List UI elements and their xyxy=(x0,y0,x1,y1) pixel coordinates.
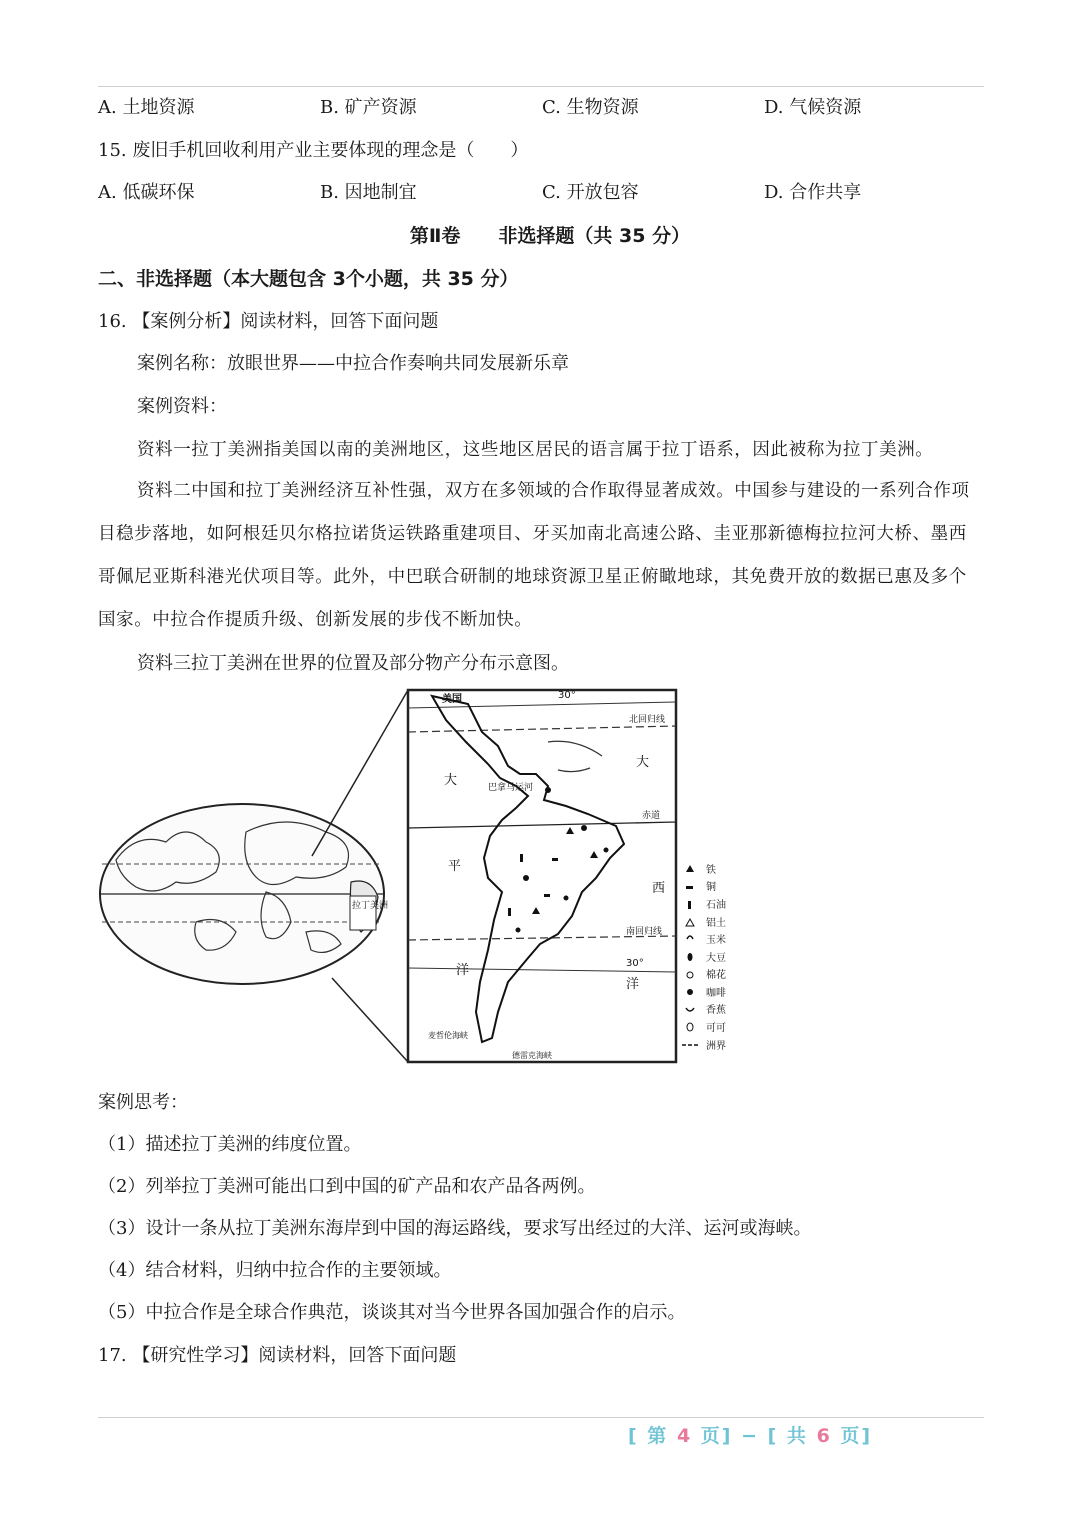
legend-item: 洲界 xyxy=(706,1041,726,1052)
part2-title: 第Ⅱ卷 非选择题（共 35 分） xyxy=(409,225,691,247)
q15-option-b: B. 因地制宜 xyxy=(320,182,417,203)
question-4: （4）结合材料，归纳中拉合作的主要领域。 xyxy=(98,1260,452,1281)
legend-item: 铝土 xyxy=(706,918,726,929)
q14-option-b: B. 矿产资源 xyxy=(320,97,417,118)
top-rule xyxy=(98,86,984,87)
q15-option-d: D. 合作共享 xyxy=(764,182,862,203)
material-2: 资料二中国和拉丁美洲经济互补性强，双方在多领域的合作取得显著成效。中国参与建设的一系列合作项目稳步落地，如阿根廷贝尔格拉诺货运铁路重建项目、牙买加南北高速公路、圭亚那新德梅拉拉河大桥、墨西哥佩尼亚斯科港光伏项目等。此外，中巴联合研制的地球资源卫星正俯瞰地球，其免费开放的数据已惠及多个国家。中拉合作提质升级、创新发展的步伐不断加快。 xyxy=(98,481,970,630)
label-usa: 美国 xyxy=(442,694,462,705)
label-drake: 德雷克海峡 xyxy=(512,1051,552,1060)
legend-item: 玉米 xyxy=(706,935,726,946)
legend-item: 可可 xyxy=(706,1023,726,1034)
material-3: 资料三拉丁美洲在世界的位置及部分物产分布示意图。 xyxy=(137,653,569,674)
case-name: 案例名称：放眼世界——中拉合作奏响共同发展新乐章 xyxy=(137,353,569,374)
label-lat30s: 30° xyxy=(626,958,644,969)
legend-item: 咖啡 xyxy=(706,988,726,999)
label-equator: 赤道 xyxy=(642,811,661,821)
label-yang-right: 洋 xyxy=(626,977,640,992)
q14-option-c: C. 生物资源 xyxy=(542,97,639,118)
question-1: （1）描述拉丁美洲的纬度位置。 xyxy=(98,1134,362,1155)
case-thinking-title: 案例思考： xyxy=(98,1092,188,1113)
total-pages: 6 xyxy=(816,1425,832,1447)
legend-item: 铁 xyxy=(706,865,716,876)
label-ping: 平 xyxy=(448,859,462,874)
latin-america-map-figure xyxy=(96,682,736,1068)
world-map xyxy=(100,804,388,984)
q15-option-a: A. 低碳环保 xyxy=(98,182,195,203)
question-5: （5）中拉合作是全球合作典范，谈谈其对当今世界各国加强合作的启示。 xyxy=(98,1302,686,1323)
legend-item: 大豆 xyxy=(706,953,726,964)
label-da-right: 大 xyxy=(636,755,650,770)
q15-option-c: C. 开放包容 xyxy=(542,182,639,203)
material-1: 资料一拉丁美洲指美国以南的美洲地区，这些地区居民的语言属于拉丁语系，因此被称为拉丁美洲。 xyxy=(137,440,934,460)
label-da-left: 大 xyxy=(444,773,458,788)
label-lat30n: 30° xyxy=(558,690,576,701)
label-tropic-cancer: 北回归线 xyxy=(629,715,666,725)
label-xi: 西 xyxy=(652,881,666,896)
question-3: （3）设计一条从拉丁美洲东海岸到中国的海运路线，要求写出经过的大洋、运河或海峡。 xyxy=(98,1218,812,1239)
q14-option-d: D. 气候资源 xyxy=(764,97,862,118)
page-prefix: [ 第 xyxy=(628,1425,669,1447)
label-tropic-capricorn: 南回归线 xyxy=(626,927,663,937)
question-2: （2）列举拉丁美洲可能出口到中国的矿产品和农产品各两例。 xyxy=(98,1176,596,1197)
current-page: 4 xyxy=(676,1425,693,1447)
q16-stem: 16. 【案例分析】阅读材料，回答下面问题 xyxy=(98,311,439,332)
bottom-rule xyxy=(98,1417,984,1418)
page-suffix: 页] xyxy=(840,1425,873,1447)
legend-item: 香蕉 xyxy=(706,1005,726,1016)
section-title: 二、非选择题（本大题包含 3个小题，共 35 分） xyxy=(98,268,519,290)
page-mid: 页] − [ 共 xyxy=(700,1425,808,1447)
q14-option-a: A. 土地资源 xyxy=(98,97,195,118)
inset-label: 拉丁美洲 xyxy=(352,901,389,911)
label-yang-left: 洋 xyxy=(456,963,470,978)
case-material-label: 案例资料： xyxy=(137,396,227,417)
q15-stem: 15. 废旧手机回收利用产业主要体现的理念是（ ） xyxy=(98,140,529,161)
q17-stem: 17. 【研究性学习】阅读材料，回答下面问题 xyxy=(98,1345,457,1366)
map-legend xyxy=(682,863,726,1052)
page-number xyxy=(628,1421,872,1448)
legend-item: 石油 xyxy=(706,900,726,911)
label-canal: 巴拿马运河 xyxy=(488,783,534,793)
label-magellan: 麦哲伦海峡 xyxy=(428,1031,468,1040)
legend-item: 铜 xyxy=(706,882,716,893)
legend-item: 棉花 xyxy=(706,970,726,981)
